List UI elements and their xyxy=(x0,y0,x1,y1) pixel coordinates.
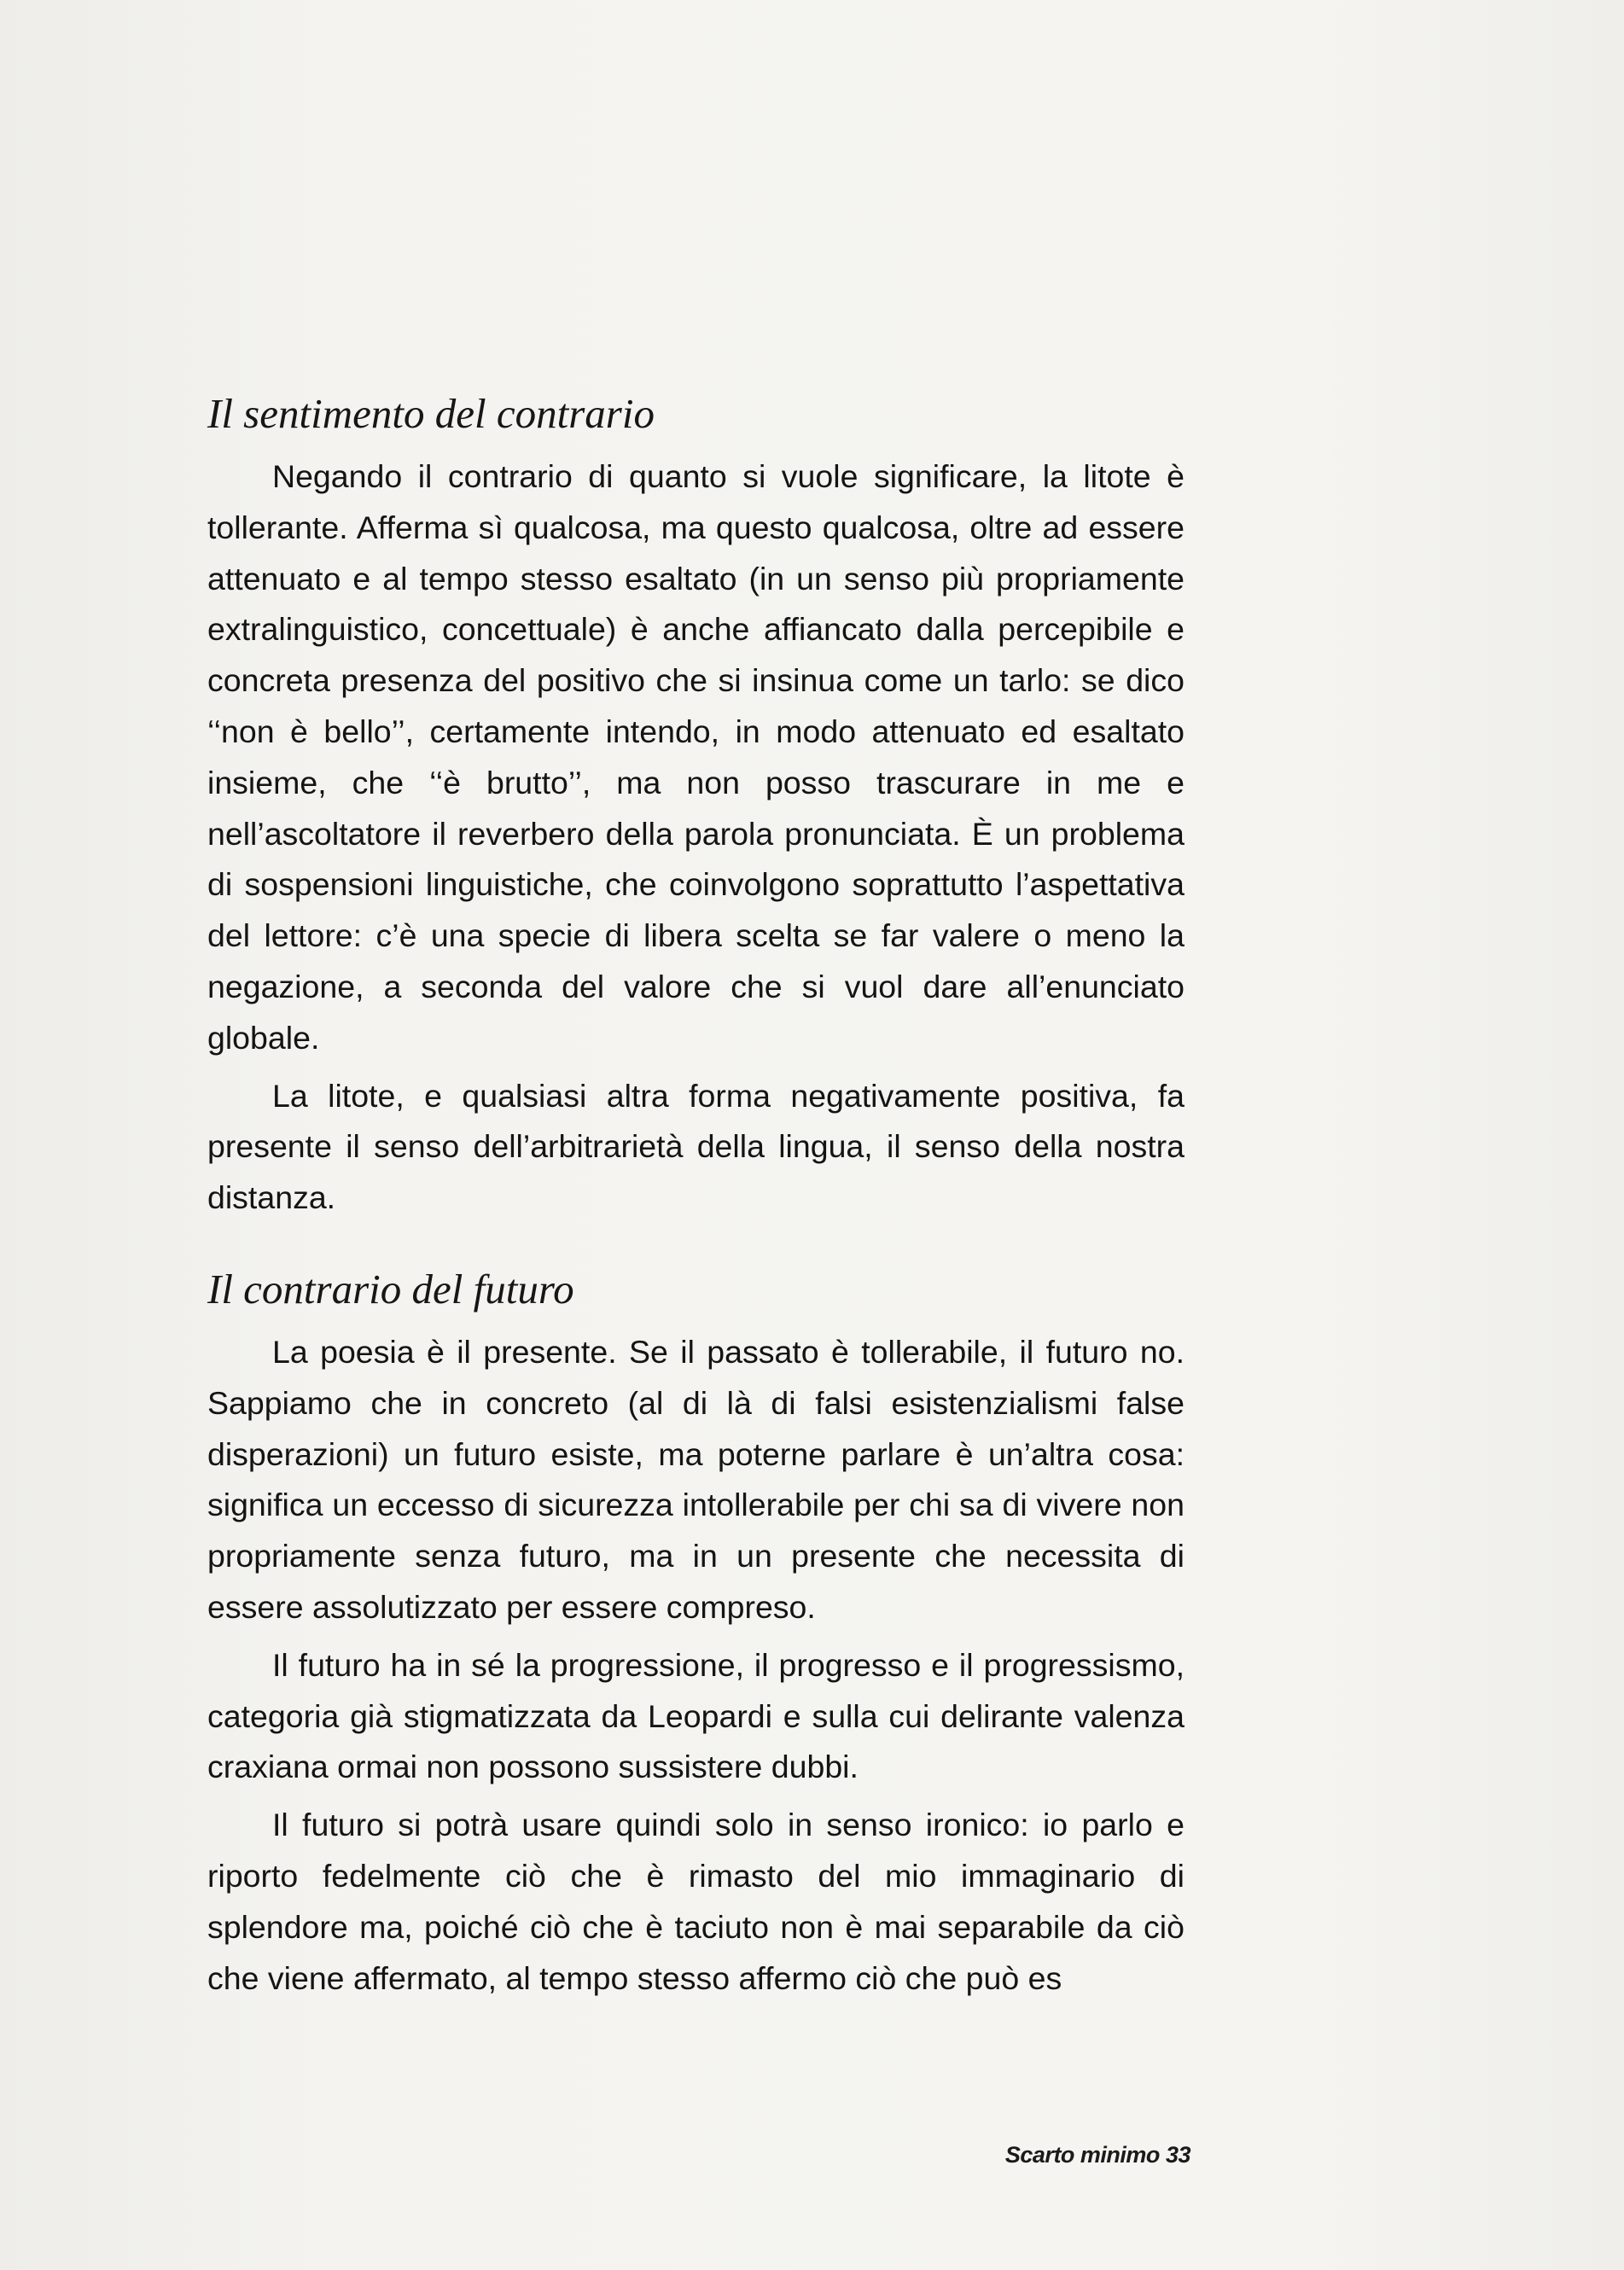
section-sentimento-del-contrario xyxy=(207,388,1185,1224)
section-contrario-del-futuro xyxy=(207,1264,1185,2004)
section-divider xyxy=(207,1224,1185,1264)
page-number: 33 xyxy=(1165,2142,1190,2168)
page-footer xyxy=(1005,2142,1190,2168)
paragraph: Il futuro si potrà usare quindi solo in senso ironico: io parlo e riporto fedelmente ciò che è rimasto del mio immaginario di splendore ma, poiché ciò che è taciuto non è mai separabile da ciò che viene affermato, al tempo stesso affermo ciò che può es xyxy=(207,1807,1185,1996)
text-column xyxy=(207,388,1185,2004)
section-title: Il contrario del futuro xyxy=(207,1265,574,1313)
section-title: Il sentimento del contrario xyxy=(207,390,655,437)
paragraph: La litote, e qualsiasi altra forma negativamente positiva, fa presente il senso dell’arbitrarietà della lingua, il senso della nostra distanza. xyxy=(207,1077,1185,1216)
paragraph: Il futuro ha in sé la progressione, il progresso e il progressismo, categoria già stigmatizzata da Leopardi e sulla cui delirante valenza craxiana ormai non possono sussistere dubbi. xyxy=(207,1646,1185,1785)
running-title: Scarto minimo xyxy=(1004,2142,1160,2168)
paragraph: Negando il contrario di quanto si vuole significare, la litote è tollerante. Afferma sì qualcosa, ma questo qualcosa, oltre ad essere attenuato e al tempo stesso esaltato (in un senso più propriamente extralinguistico, concettuale) è anche affiancato dalla percepibile e concreta presenza del positivo che si insinua come un tarlo: se dico ‘‘non è bello’’, certamente intendo, in modo attenuato ed esaltato insieme, che ‘‘è brutto’’, ma non posso trascurare in me e nell’ascoltatore il reverbero della parola pronunciata. È un problema di sospensioni linguistiche, che coinvolgono soprattutto l’aspettativa del lettore: c’è una specie di libera scelta se far valere o meno la negazione, a seconda del valore che si vuol dare all’enunciato globale. xyxy=(207,458,1185,1056)
paragraph: La poesia è il presente. Se il passato è tollerabile, il futuro no. Sappiamo che in concreto (al di là di falsi esistenzialismi false disperazioni) un futuro esiste, ma poterne parlare è un’altra cosa: significa un eccesso di sicurezza intollerabile per chi sa di vivere non propriamente senza futuro, ma in un presente che necessita di essere assolutizzato per essere compreso. xyxy=(207,1333,1185,1625)
